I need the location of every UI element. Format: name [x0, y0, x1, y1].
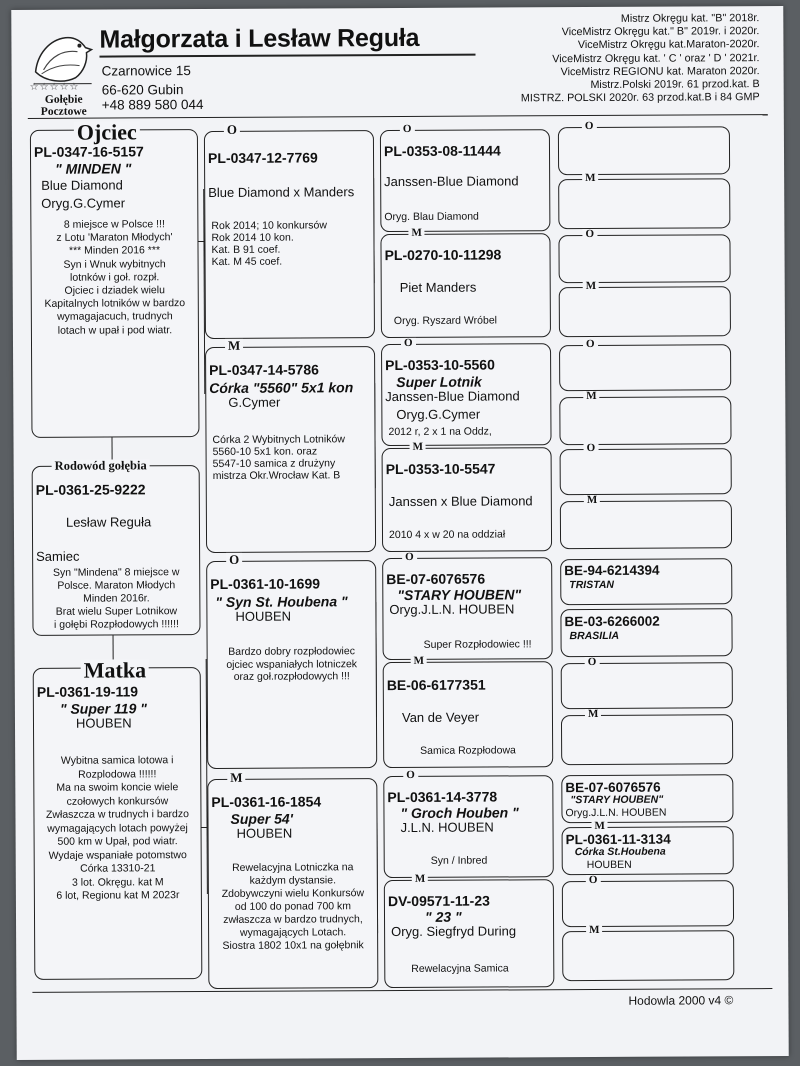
g4-mmm-ring: PL-0361-11-3134 [565, 831, 671, 848]
fm-mark: M [225, 339, 243, 352]
fmm-line-1: Janssen x Blue Diamond [388, 493, 533, 510]
mother-ring: PL-0361-19-119 [36, 683, 139, 700]
ffm-mark: M [408, 228, 424, 239]
mother-name: " Super 119 " [59, 700, 147, 717]
mmm-line-1: Oryg. Siegfryd During [391, 923, 517, 940]
mmf-name: " Groch Houben " [400, 804, 519, 822]
fm-name: Córka "5560" 5x1 kon [209, 379, 354, 396]
fmf-name: Super Lotnik [396, 373, 482, 391]
subject-ring: PL-0361-25-9222 [35, 481, 146, 498]
mm-name: Super 54' [230, 810, 294, 827]
mm-notes: Rewelacyjna Lotniczka na każdym dystansie. Zdobywczyni wielu Konkursów od 100 do ponad 700 km zwłaszcza w bardzo trudnych, wymagających Lotach. Siostra 1802 10x1 na gołębnik [221, 861, 365, 952]
fmm-line-2: 2010 4 x w 20 na oddział [388, 528, 506, 542]
subject-sex: Samiec [36, 548, 80, 564]
subject-box[interactable] [32, 465, 201, 636]
achievement-7: MISTRZ. POLSKI 2020r. 63 przod.kat.B i 84 GMP [520, 91, 760, 105]
ffm-line-1: Piet Manders [399, 279, 477, 295]
fff-line-2: Oryg. Blau Diamond [384, 210, 479, 224]
fm-line-1: G.Cymer [228, 394, 281, 410]
logo-text: Gołębie Pocztowe [40, 93, 87, 118]
g4-mmf-line-1: Oryg.J.L.N. HOUBEN [565, 806, 667, 820]
mmm-ring: DV-09571-11-23 [387, 892, 490, 910]
achievement-2: ViceMistrz Okręgu kat." B" 2019r. i 2020r. [561, 25, 760, 39]
g4-box-2[interactable] [558, 178, 730, 229]
address-line-2: 66-620 Gubin [101, 82, 184, 98]
g4-mfm-name: BRASILIA [569, 629, 620, 643]
logo [29, 26, 99, 118]
mother-box[interactable] [33, 667, 203, 980]
g4-mmm-name: Córka St.Houbena [574, 845, 666, 859]
fmf-line-2: Oryg.G.Cymer [396, 406, 481, 423]
mmf-line-2: Syn / Inbred [430, 854, 488, 867]
g4-mmf-ring: BE-07-6076576 [565, 779, 661, 796]
g4-mark-12: M [585, 709, 601, 720]
mff-line-1: Oryg.J.L.N. HOUBEN [389, 601, 515, 618]
g4-box-8[interactable] [560, 500, 732, 549]
mf-line-1: HOUBEN [235, 608, 292, 624]
mm-mark: M [227, 771, 245, 784]
mfm-line-1: Van de Veyer [401, 709, 480, 725]
g4-mmm-line-1: HOUBEN [586, 858, 632, 872]
mf-ring: PL-0361-10-1699 [210, 575, 321, 592]
subject-notes: Syn "Mindena" 8 miejsce w Polsce. Maraton Młodych Minden 2016r. Brat wielu Super Lotnikow i gołębi Rozpłodowych !!!!!! [52, 566, 180, 631]
g4-box-16[interactable] [562, 930, 734, 981]
fmm-mark: M [410, 442, 426, 453]
mmf-line-1: J.L.N. HOUBEN [400, 819, 494, 836]
achievement-5: ViceMistrz REGIONU kat. Maraton 2020r. [560, 64, 760, 78]
fff-line-1: Janssen-Blue Diamond [384, 173, 519, 190]
g4-mark-15: O [586, 875, 601, 886]
ff-mark: O [224, 123, 240, 136]
father-label: Ojciec [74, 121, 140, 143]
mff-name: "STARY HOUBEN" [397, 586, 522, 604]
header-rule [28, 114, 768, 119]
mmf-mark: O [403, 770, 418, 781]
breeder-name: Małgorzata i Lesław Reguła [99, 23, 420, 54]
mm-ring: PL-0361-16-1854 [211, 793, 322, 810]
footer-credit: Hodowla 2000 v4 © [628, 993, 734, 1008]
g4-mfm-ring: BE-03-6266002 [564, 613, 660, 630]
fm-ring: PL-0347-14-5786 [209, 361, 319, 378]
pigeon-logo-icon [29, 26, 95, 88]
father-name: " MINDEN " [55, 160, 132, 177]
father-ring: PL-0347-16-5157 [33, 143, 144, 160]
g4-box-1[interactable] [558, 126, 730, 175]
fmf-mark: O [401, 338, 416, 349]
g4-box-5[interactable] [559, 344, 731, 391]
mff-ring: BE-07-6076576 [386, 570, 486, 588]
g4-box-12[interactable] [561, 714, 733, 765]
mmf-ring: PL-0361-14-3778 [387, 788, 498, 806]
g4-mark-1: O [582, 121, 597, 132]
fm-notes: Córka 2 Wybitnych Lotników 5560-10 5x1 kon. oraz 5547-10 samica z drużyny mistrza Okr.Wrocław Kat. B [212, 433, 345, 482]
g4-mark-8: M [584, 495, 600, 506]
address-line-1: Czarnowice 15 [101, 63, 191, 79]
father-line-1: Blue Diamond [41, 177, 123, 193]
mother-label: Matka [81, 659, 149, 681]
mother-notes: Wybitna samica lotowa i Rozplodowa !!!!!! Ma na swoim koncie wiele czołowych konkursów Zwłaszcza w trudnych i bardzo wymagających lotach powyżej 500 km w Upał, pod wiatr. Wydaje wspaniałe potomstwo Córka 13310-21 3 lot. Okręgu. kat M 6 lot, Regionu kat M 2023r [45, 754, 189, 902]
fmf-line-3: 2012 r, 2 x 1 na Oddz, [388, 425, 492, 439]
g4-mark-3: O [582, 229, 597, 240]
g4-mark-11: O [585, 657, 600, 668]
g4-mark-7: O [584, 443, 599, 454]
g4-mfm-box[interactable] [560, 608, 732, 657]
g4-mark-4: M [583, 281, 599, 292]
achievement-3: ViceMistrz Okręgu kat.Maraton-2020r. [577, 38, 760, 52]
ff-notes: Rok 2014; 10 konkursów Rok 2014 10 kon. Kat. B 91 coef. Kat. M 45 coef. [211, 219, 327, 268]
mfm-ring: BE-06-6177351 [386, 676, 486, 694]
pedigree-sheet [11, 6, 788, 1060]
mf-box[interactable] [206, 560, 377, 769]
logo-stars: ☆☆☆☆☆ [29, 81, 80, 93]
g4-mark-6: M [583, 391, 599, 402]
g4-box-11[interactable] [561, 662, 733, 709]
mmm-line-2: Rewelacyjna Samica [411, 962, 509, 975]
g4-mmf-box[interactable] [561, 774, 733, 823]
mfm-box[interactable] [383, 661, 554, 768]
mmm-box[interactable] [384, 879, 555, 988]
ffm-line-2: Oryg. Ryszard Wróbel [393, 314, 498, 328]
header-underline [99, 54, 475, 58]
g4-mark-2: M [582, 173, 598, 184]
g4-mff-ring: BE-94-6214394 [564, 562, 660, 579]
achievement-1: Mistrz Okręgu kat. "B" 2018r. [620, 12, 760, 25]
mother-line-1: HOUBEN [75, 715, 132, 731]
achievement-6: Mistrz.Polski 2019r. 61 przod.kat. B [590, 78, 760, 92]
fmm-ring: PL-0353-10-5547 [385, 460, 496, 478]
fmf-box[interactable] [381, 343, 552, 446]
g4-mark-16: M [586, 925, 602, 936]
mmm-mark: M [412, 874, 428, 885]
g4-box-7[interactable] [560, 448, 732, 495]
g4-box-4[interactable] [559, 286, 731, 337]
g4-box-3[interactable] [558, 234, 730, 283]
g4-mmf-name: "STARY HOUBEN" [570, 793, 664, 807]
fmm-box[interactable] [382, 447, 553, 552]
fff-ring: PL-0353-08-11444 [383, 142, 501, 160]
footer-rule [32, 988, 772, 993]
fff-mark: O [400, 124, 415, 135]
achievement-4: ViceMistrz Okręgu kat. ' C ' oraz ' D ' 2021r. [552, 51, 760, 65]
fff-box[interactable] [380, 129, 551, 232]
mf-mark: O [226, 553, 242, 566]
subject-owner: Lesław Reguła [65, 514, 152, 530]
g4-mmm-box[interactable] [562, 826, 734, 875]
phone-number: +48 889 580 044 [101, 97, 204, 113]
fmf-ring: PL-0353-10-5560 [385, 356, 495, 374]
fmf-line-1: Janssen-Blue Diamond [385, 388, 520, 405]
mmm-name: " 23 " [424, 908, 462, 925]
ff-box[interactable] [204, 130, 375, 339]
mm-box[interactable] [207, 778, 378, 989]
ff-ring: PL-0347-12-7769 [207, 149, 318, 166]
ffm-box[interactable] [380, 233, 551, 338]
father-notes: 8 miejsce w Polsce !!! z Lotu 'Maraton Młodych' *** Minden 2016 *** Syn i Wnuk wybitnych lotnków i goł. rozpł. Ojciec i dziadek wielu Kapitalnych lotników w bardzo wymagajacuch, trudnych lotach w upał i pod wiatr. [44, 218, 186, 337]
g4-box-15[interactable] [562, 880, 734, 927]
g4-box-6[interactable] [559, 396, 731, 445]
ffm-ring: PL-0270-10-11298 [384, 246, 502, 264]
mf-notes: Bardzo dobry rozpłodowiec ojciec wspaniałych lotniczek oraz goł.rozpłodowych !!! [226, 645, 358, 683]
mfm-line-2: Samica Rozpłodowa [420, 744, 516, 757]
g4-mff-box[interactable] [560, 558, 732, 605]
mff-mark: O [402, 552, 417, 563]
mff-line-2: Super Rozpłodowiec !!! [423, 638, 532, 651]
achievements-list [520, 12, 759, 106]
fm-box[interactable] [205, 346, 376, 553]
g4-mark-14: M [592, 821, 608, 832]
mfm-mark: M [411, 656, 427, 667]
father-line-2: Oryg.G.Cymer [41, 195, 126, 211]
mmf-box[interactable] [383, 775, 554, 878]
pedigree-label: Rodowód gołębia [52, 459, 150, 472]
mm-line-1: HOUBEN [236, 825, 293, 841]
ff-line-1: Blue Diamond x Manders [208, 184, 355, 200]
mff-box[interactable] [382, 557, 553, 660]
g4-mark-5: O [583, 339, 598, 350]
father-box[interactable] [30, 129, 200, 438]
g4-mff-name: TRISTAN [569, 578, 615, 592]
mf-name: " Syn St. Houbena " [215, 593, 348, 610]
